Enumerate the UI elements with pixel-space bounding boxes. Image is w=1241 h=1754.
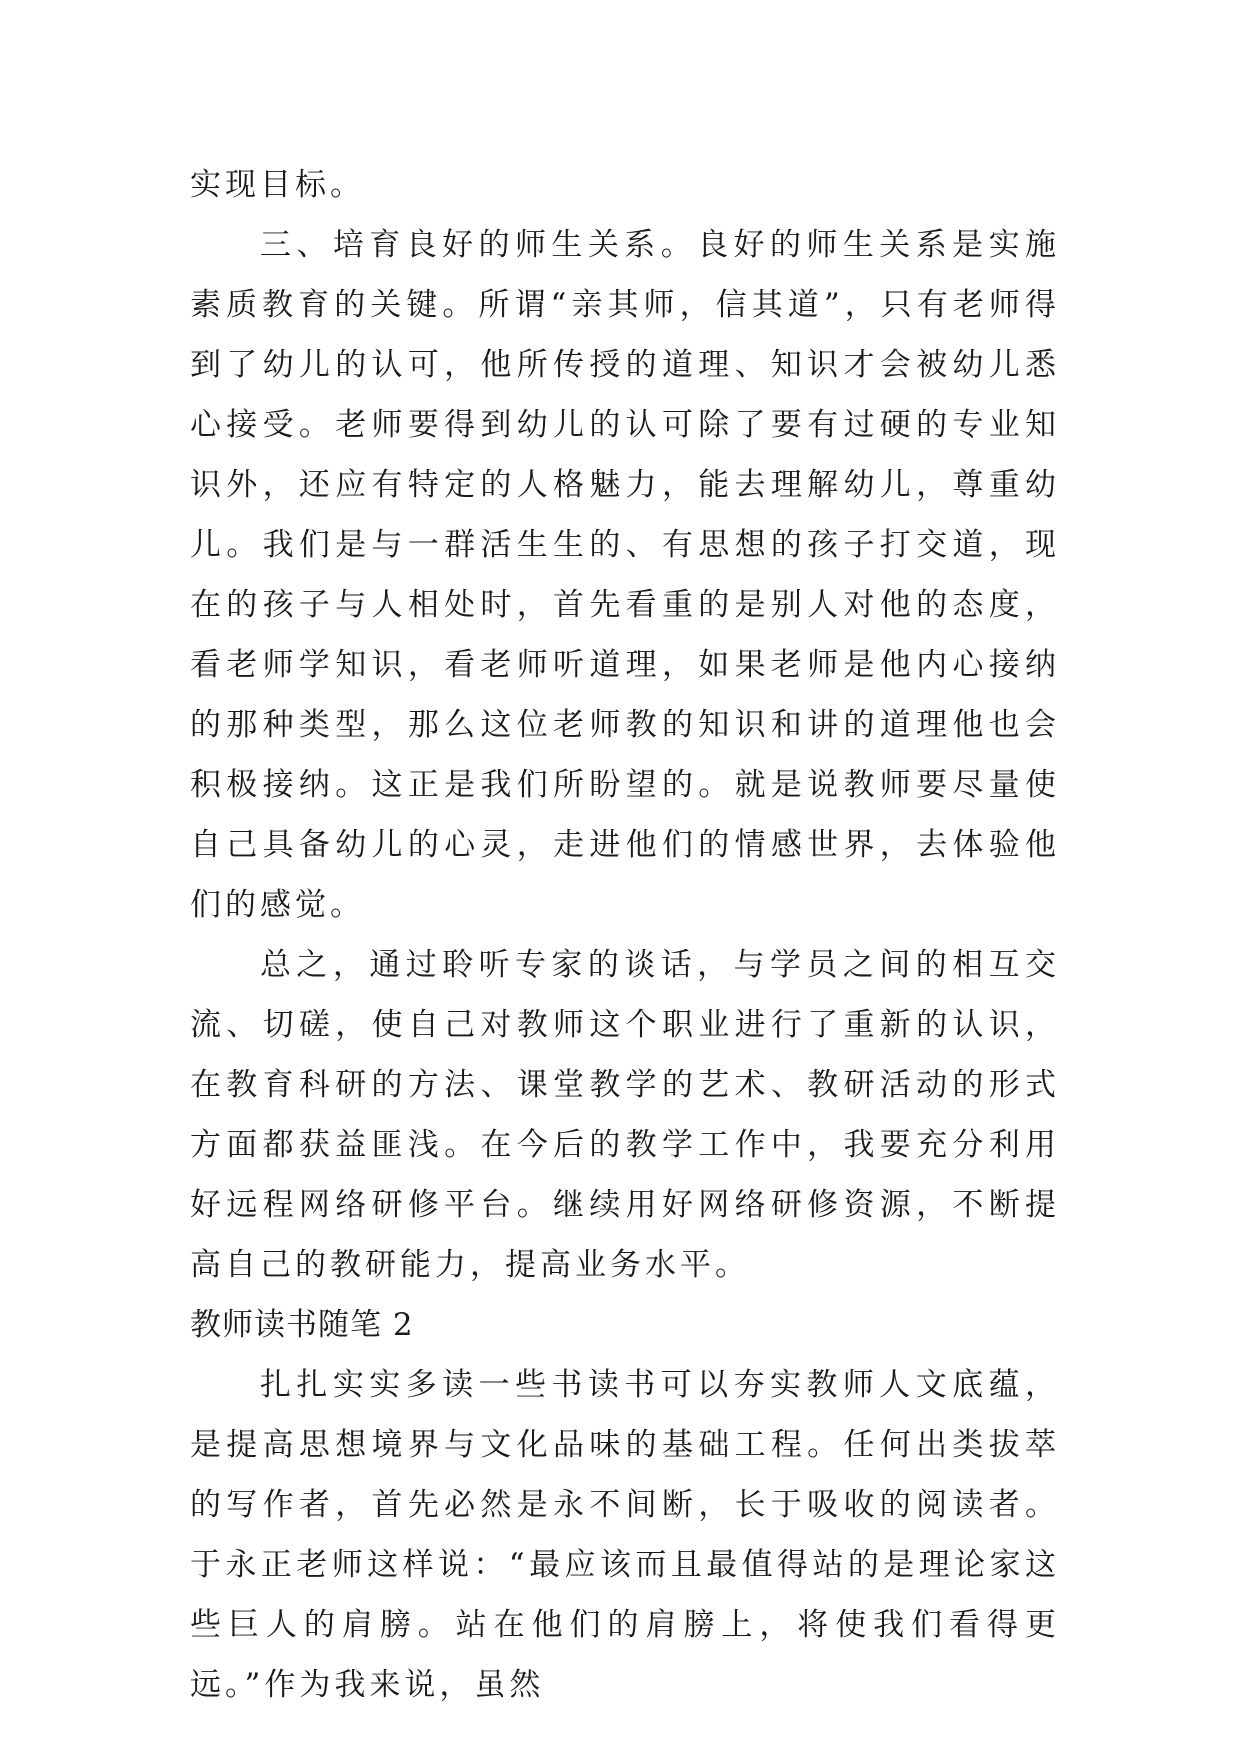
section-title: 教师读书随笔 2 [190, 1307, 414, 1343]
paragraph-reading-notes: 扎扎实实多读一些书读书可以夯实教师人文底蕴，是提高思想境界与文化品味的基础工程。任何出类拔萃的写作者，首先必然是永不间断，长于吸收的阅读者。于永正老师这样说：“最应该而且最值得站的是理论家这些巨人的肩膀。站在他们的肩膀上，将使我们看得更远。”作为我来说，虽然 [190, 1367, 1060, 1703]
paragraph-continued: 实现目标。 [190, 167, 365, 203]
paragraph-summary: 总之，通过聆听专家的谈话，与学员之间的相互交流、切磋，使自己对教师这个职业进行了重新的认识，在教育科研的方法、课堂教学的艺术、教研活动的形式方面都获益匪浅。在今后的教学工作中，我要充分利用好远程网络研修平台。继续用好网络研修资源，不断提高自己的教研能力，提高业务水平。 [190, 947, 1060, 1283]
document-body [190, 155, 1060, 1715]
paragraph-teacher-student-relationship: 三、培育良好的师生关系。良好的师生关系是实施素质教育的关键。所谓“亲其师，信其道”，只有老师得到了幼儿的认可，他所传授的道理、知识才会被幼儿悉心接受。老师要得到幼儿的认可除了要有过硬的专业知识外，还应有特定的人格魅力，能去理解幼儿，尊重幼儿。我们是与一群活生生的、有思想的孩子打交道，现在的孩子与人相处时，首先看重的是别人对他的态度，看老师学知识，看老师听道理，如果老师是他内心接纳的那种类型，那么这位老师教的知识和讲的道理他也会积极接纳。这正是我们所盼望的。就是说教师要尽量使自己具备幼儿的心灵，走进他们的情感世界，去体验他们的感觉。 [190, 227, 1060, 923]
